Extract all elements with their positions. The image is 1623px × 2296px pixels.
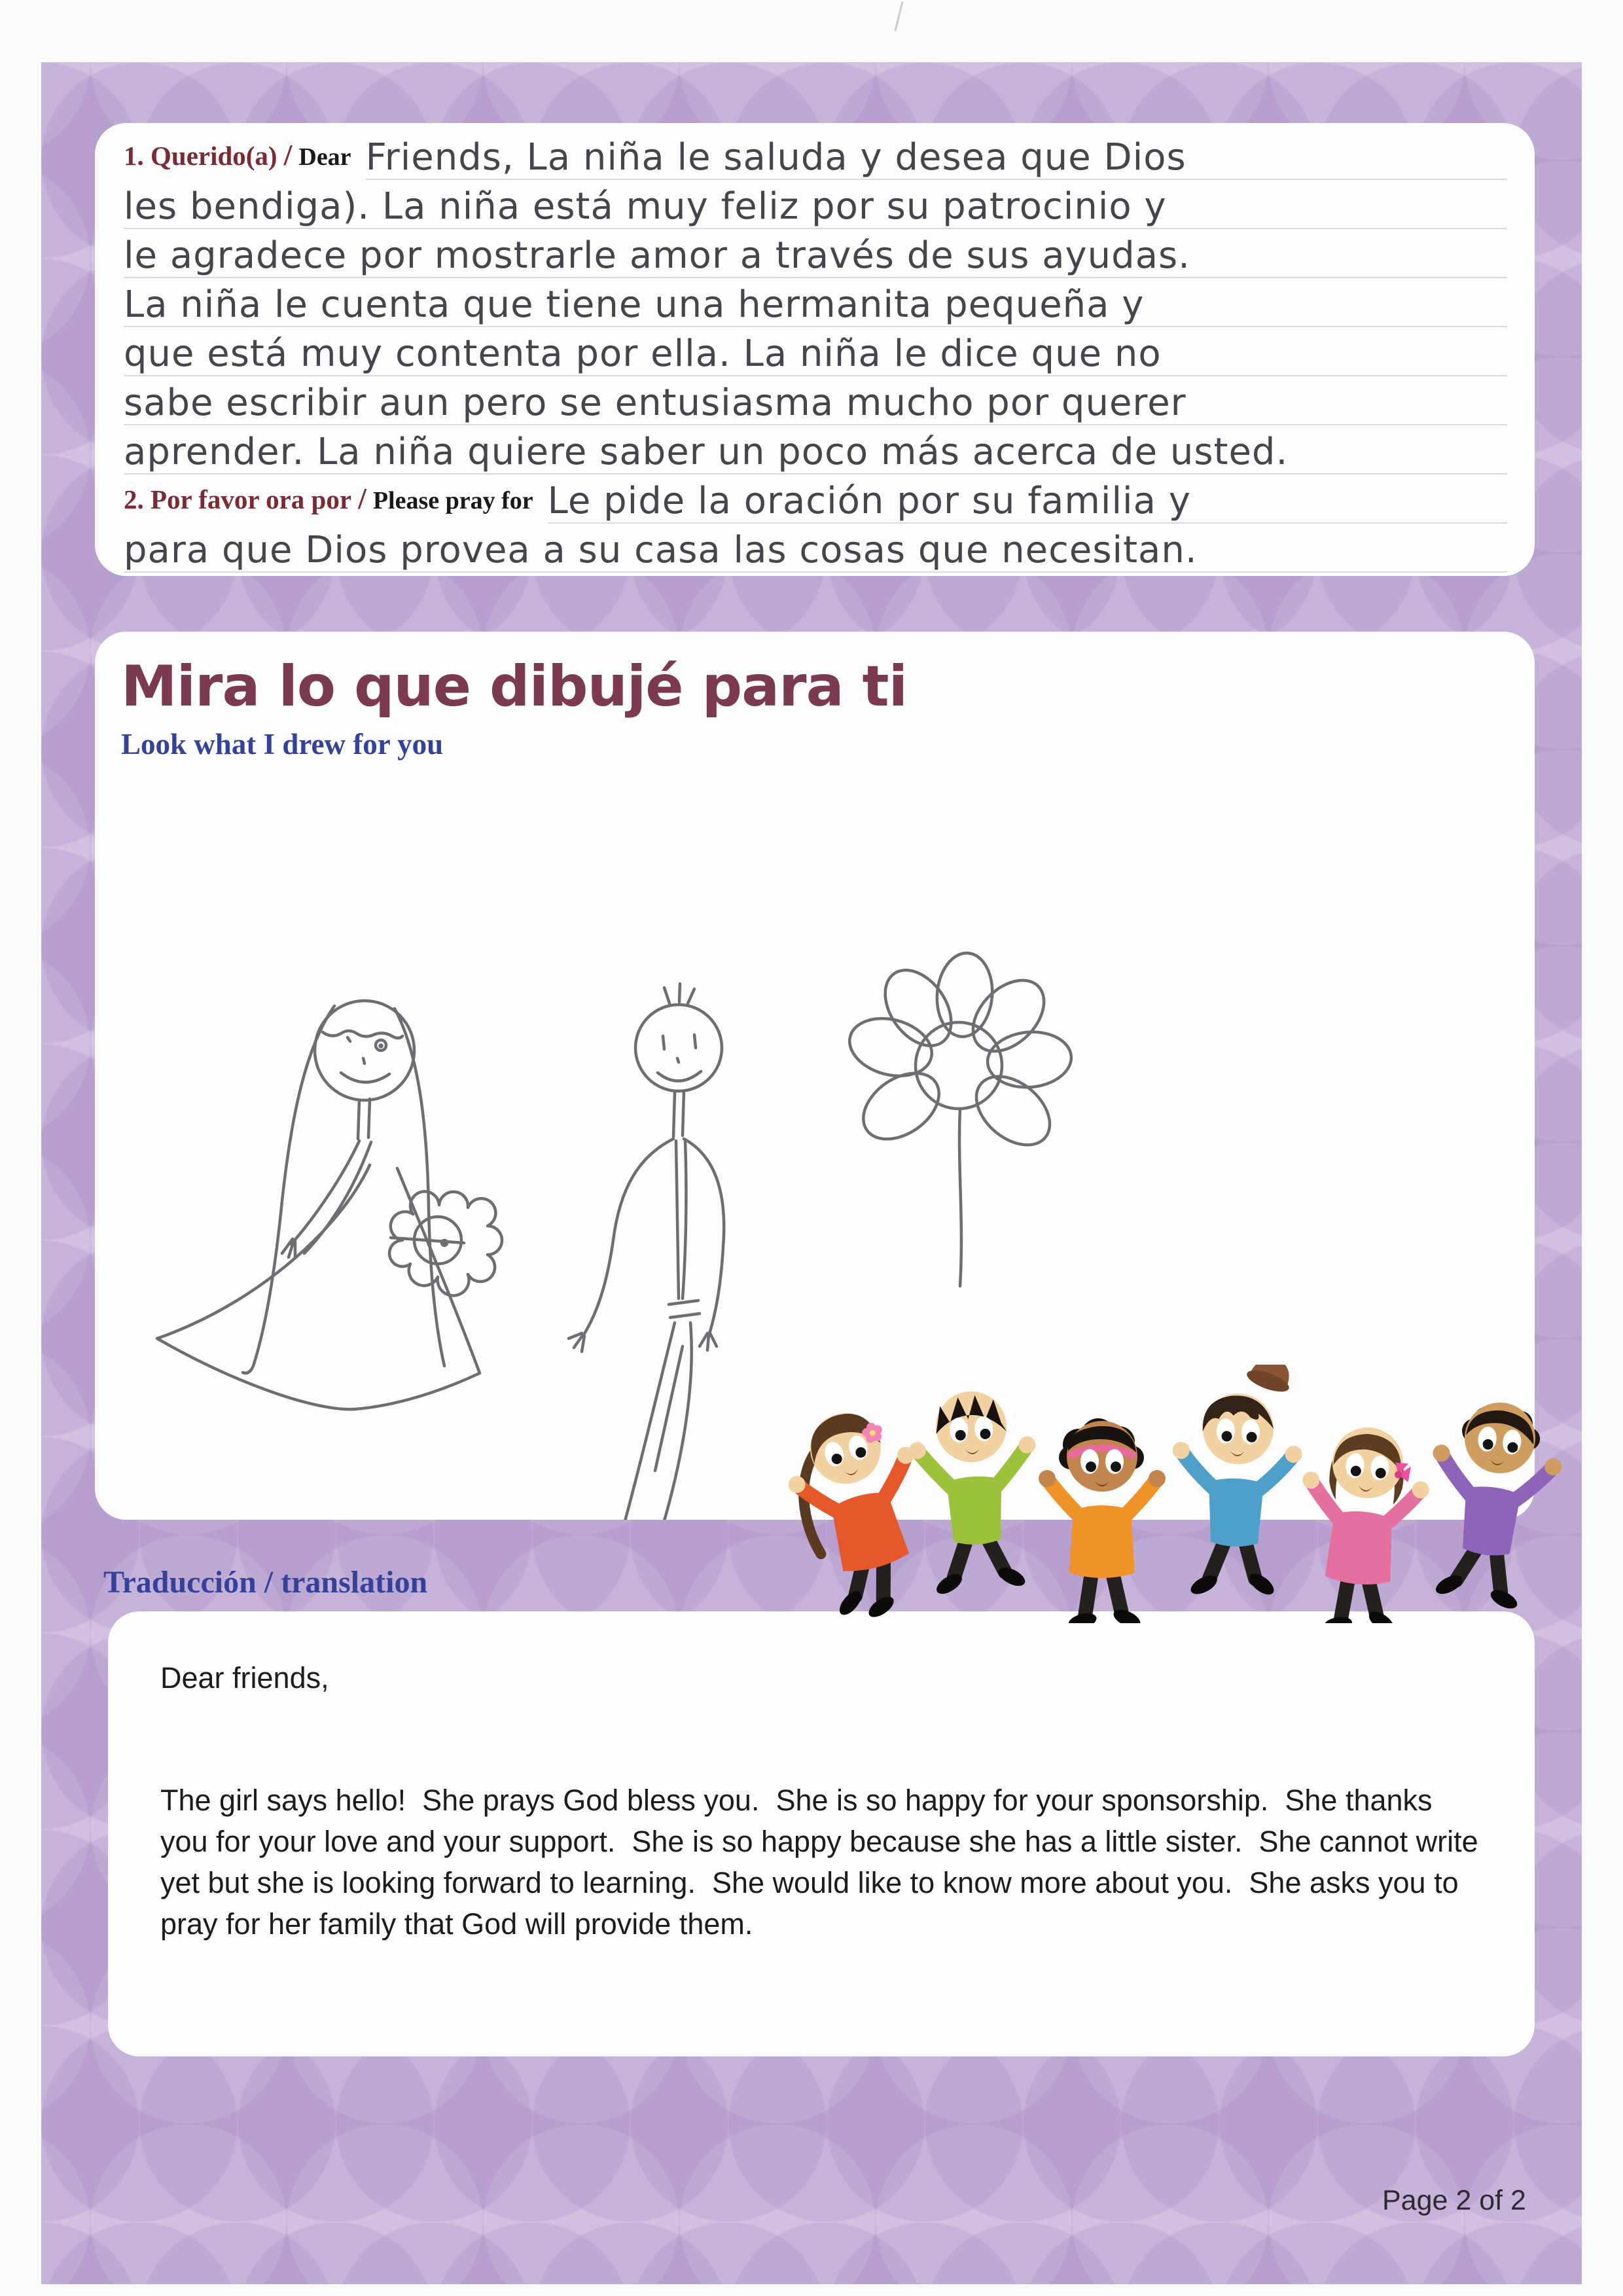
child-girl-bow: [1289, 1422, 1434, 1623]
letter-line-2: [124, 180, 1507, 229]
cap-icon: [1244, 1365, 1296, 1396]
dear-label-en: Dear: [298, 143, 351, 171]
letter-line-6: [124, 376, 1507, 425]
translation-salutation: Dear friends,: [160, 1661, 329, 1695]
translation-section: [108, 1611, 1535, 2056]
flower-sketch: [843, 951, 1073, 1286]
child-boy-spiky-hair: [906, 1388, 1043, 1599]
handwriting-line: para que Dios provea a su casa las cosas que necesitan.: [124, 529, 1507, 573]
handwriting-line: le agradece por mostrarle amor a través de sus ayudas.: [124, 235, 1507, 278]
handwriting-line: Le pide la oración por su familia y: [548, 480, 1507, 524]
handwriting-line: que está muy contenta por ella. La niña le dice que no: [124, 333, 1507, 376]
translation-body: The girl says hello! She prays God bless you. She is so happy for your sponsorship. She thanks you for your love and your support. She is so happy because she has a little sister. She cannot write yet but she is looking forward to learning. She would like to know more about you. She asks you to pray for her family that God will provide them.: [160, 1784, 1487, 1941]
dear-label: [124, 137, 366, 180]
label-slash: /: [358, 482, 366, 515]
label-slash: /: [283, 138, 293, 171]
child-boy-cap: [1168, 1365, 1306, 1602]
bouquet-sketch: [389, 1191, 502, 1295]
letter-line-5: [124, 327, 1507, 376]
handwriting-line: sabe escribir aun pero se entusiasma mucho por querer: [124, 382, 1507, 425]
bride-figure: [157, 1001, 502, 1409]
drawing-title-spanish: Mira lo que dibujé para ti: [121, 654, 908, 719]
handwriting-line: La niña le cuenta que tiene una hermanita pequeña y: [124, 284, 1507, 327]
scan-artifact-line: [894, 1, 903, 31]
child-boy-curly-purple: [1415, 1395, 1569, 1616]
handwriting-line: Friends, La niña le saluda y desea que Dios: [366, 137, 1507, 180]
letter-line-9: [124, 524, 1507, 573]
child-girl-afro-headband: [1039, 1418, 1166, 1623]
pray-label: [124, 481, 548, 524]
querido-label-es: 1. Querido(a): [124, 141, 277, 171]
letter-line-7: [124, 425, 1507, 475]
letter-line-1: [124, 131, 1507, 180]
drawing-title-english: Look what I drew for you: [121, 728, 444, 761]
page-number: Page 2 of 2: [1382, 2185, 1526, 2216]
letter-text-section: [95, 123, 1535, 576]
pray-label-en: Please pray for: [372, 487, 533, 514]
stick-person-figure: [569, 984, 724, 1520]
child-girl-pigtail-flower: [780, 1397, 953, 1623]
letter-line-3: [124, 229, 1507, 278]
children-illustration: [780, 1365, 1575, 1623]
handwriting-line: les bendiga). La niña está muy feliz por su patrocinio y: [124, 186, 1507, 229]
letter-line-8: [124, 475, 1507, 524]
pray-label-es: 2. Por favor ora por: [124, 484, 352, 514]
handwriting-line: aprender. La niña quiere saber un poco más acerca de usted.: [124, 431, 1507, 475]
translation-label: Traducción / translation: [103, 1565, 428, 1600]
letter-line-4: [124, 278, 1507, 327]
